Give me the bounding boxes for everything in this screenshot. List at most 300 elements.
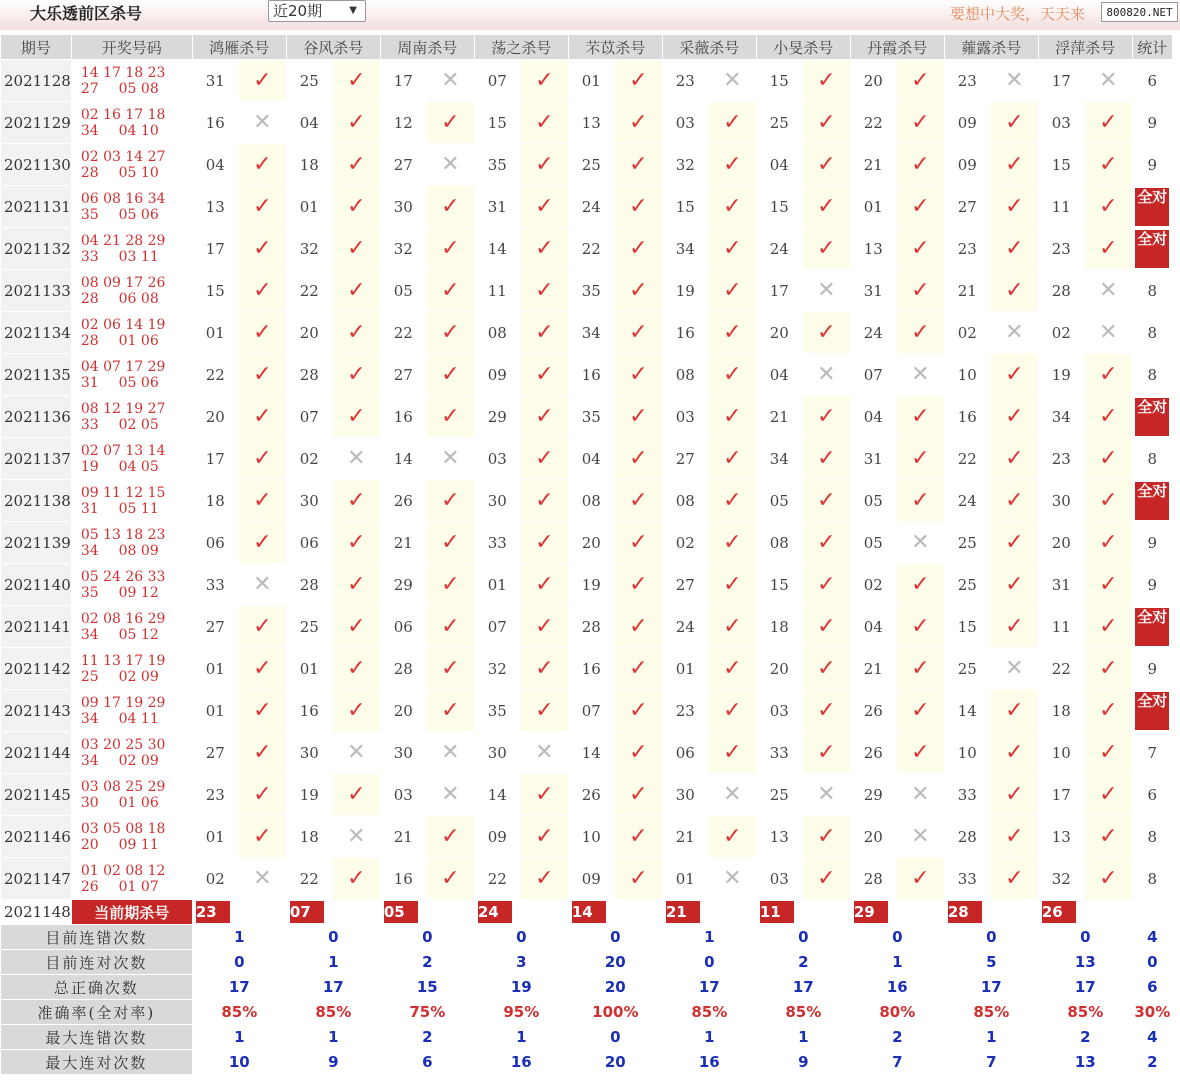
kill-number: 20 — [192, 396, 238, 438]
check-icon: ✓ — [332, 354, 380, 396]
kill-number: 09 — [474, 354, 520, 396]
kill-number: 28 — [286, 354, 332, 396]
draw-front-last: 28 — [80, 332, 99, 349]
check-icon: ✓ — [426, 102, 474, 144]
issue-number: 2021140 — [1, 564, 72, 606]
page-title: 大乐透前区杀号 — [30, 4, 143, 23]
all-correct-badge: 全对 — [1135, 398, 1169, 436]
table-row — [1, 606, 1173, 648]
stat-value: 17 — [756, 975, 850, 1000]
kill-number: 21 — [850, 648, 896, 690]
check-icon: ✓ — [238, 606, 286, 648]
draw-numbers — [71, 522, 192, 564]
kill-number: 06 — [286, 522, 332, 564]
kill-number: 01 — [662, 648, 708, 690]
kill-number: 31 — [474, 186, 520, 228]
draw-front-last: 31 — [80, 500, 99, 517]
kill-number: 21 — [380, 522, 426, 564]
stat-value: 1 — [286, 950, 380, 975]
stat-value: 80% — [850, 1000, 944, 1025]
kill-number: 22 — [944, 438, 990, 480]
check-icon: ✓ — [990, 102, 1038, 144]
kill-number: 02 — [286, 438, 332, 480]
kill-number: 03 — [756, 858, 802, 900]
draw-second-line — [72, 501, 192, 517]
current-kill-number: 14 — [572, 901, 606, 923]
stat-value: 2 — [380, 1025, 474, 1050]
kill-number: 15 — [474, 102, 520, 144]
check-icon: ✓ — [332, 270, 380, 312]
check-icon: ✓ — [990, 438, 1038, 480]
kill-number: 16 — [568, 354, 614, 396]
kill-number: 33 — [944, 858, 990, 900]
issue-number: 2021130 — [1, 144, 72, 186]
stat-total: 6 — [1132, 975, 1172, 1000]
draw-front-line: 03 20 25 30 — [80, 736, 166, 753]
kill-number: 27 — [662, 564, 708, 606]
stat-value: 0 — [568, 1025, 662, 1050]
draw-second-line — [72, 459, 192, 475]
draw-back: 05 08 — [118, 80, 159, 97]
kill-number: 20 — [756, 648, 802, 690]
draw-second-line — [72, 753, 192, 769]
cross-icon: ✕ — [426, 144, 474, 186]
check-icon: ✓ — [238, 816, 286, 858]
check-icon: ✓ — [1084, 606, 1132, 648]
table-row — [1, 858, 1173, 900]
kill-number: 27 — [192, 606, 238, 648]
row-stat: 8 — [1132, 312, 1172, 354]
check-icon: ✓ — [520, 228, 568, 270]
kill-number-table — [0, 34, 1173, 1075]
kill-number: 22 — [286, 270, 332, 312]
issue-number: 2021128 — [1, 60, 72, 102]
check-icon: ✓ — [1084, 228, 1132, 270]
draw-front-line: 14 17 18 23 — [80, 64, 166, 81]
kill-number: 10 — [1038, 732, 1084, 774]
check-icon: ✓ — [1084, 690, 1132, 732]
kill-number: 25 — [286, 606, 332, 648]
check-icon: ✓ — [332, 396, 380, 438]
kill-number: 19 — [568, 564, 614, 606]
draw-front-last: 34 — [80, 710, 99, 727]
check-icon: ✓ — [614, 774, 662, 816]
stat-value: 0 — [850, 925, 944, 950]
stat-value: 17 — [944, 975, 1038, 1000]
check-icon: ✓ — [614, 144, 662, 186]
kill-number: 06 — [380, 606, 426, 648]
kill-number: 27 — [944, 186, 990, 228]
row-stat — [1132, 396, 1172, 438]
stat-value: 13 — [1038, 950, 1132, 975]
check-icon: ✓ — [426, 312, 474, 354]
draw-back: 02 09 — [118, 752, 159, 769]
current-kill-number: 28 — [948, 901, 982, 923]
draw-numbers — [71, 564, 192, 606]
check-icon: ✓ — [896, 396, 944, 438]
check-icon: ✓ — [802, 816, 850, 858]
table-row — [1, 438, 1173, 480]
check-icon: ✓ — [614, 102, 662, 144]
kill-number: 05 — [850, 480, 896, 522]
draw-second-line — [72, 81, 192, 97]
check-icon: ✓ — [1084, 816, 1132, 858]
draw-front-line: 03 05 08 18 — [80, 820, 166, 837]
draw-back: 08 09 — [118, 542, 159, 559]
kill-number: 02 — [662, 522, 708, 564]
draw-back: 06 08 — [118, 290, 159, 307]
check-icon: ✓ — [990, 732, 1038, 774]
stat-label: 最大连错次数 — [1, 1025, 193, 1050]
check-icon: ✓ — [426, 816, 474, 858]
issue-number: 2021137 — [1, 438, 72, 480]
kill-number: 06 — [192, 522, 238, 564]
draw-front-line: 04 21 28 29 — [80, 232, 166, 249]
check-icon: ✓ — [802, 102, 850, 144]
stat-value: 17 — [192, 975, 286, 1000]
kill-number: 09 — [568, 858, 614, 900]
kill-number: 20 — [1038, 522, 1084, 564]
cross-icon: ✕ — [708, 858, 756, 900]
brand-badge[interactable]: 800820.NET — [1101, 2, 1178, 22]
draw-back: 04 05 — [118, 458, 159, 475]
kill-number: 25 — [944, 648, 990, 690]
draw-second-line — [72, 375, 192, 391]
check-icon: ✓ — [896, 690, 944, 732]
kill-number: 15 — [192, 270, 238, 312]
check-icon: ✓ — [802, 564, 850, 606]
check-icon: ✓ — [426, 648, 474, 690]
column-header: 小旻杀号 — [756, 35, 850, 60]
kill-number: 22 — [474, 858, 520, 900]
kill-number: 13 — [1038, 816, 1084, 858]
stat-row — [1, 1025, 1173, 1050]
draw-back: 05 12 — [118, 626, 159, 643]
stat-value: 1 — [662, 1025, 756, 1050]
check-icon: ✓ — [520, 774, 568, 816]
check-icon: ✓ — [990, 354, 1038, 396]
check-icon: ✓ — [896, 858, 944, 900]
kill-number: 35 — [568, 270, 614, 312]
kill-number: 18 — [1038, 690, 1084, 732]
check-icon: ✓ — [238, 228, 286, 270]
stat-total: 4 — [1132, 925, 1172, 950]
draw-front-last: 28 — [80, 164, 99, 181]
period-select-value: 近20期 — [273, 2, 323, 20]
kill-number: 03 — [662, 102, 708, 144]
kill-number: 29 — [380, 564, 426, 606]
check-icon: ✓ — [426, 186, 474, 228]
kill-number: 16 — [944, 396, 990, 438]
stat-value: 1 — [662, 925, 756, 950]
draw-front-last: 31 — [80, 374, 99, 391]
kill-number: 17 — [192, 438, 238, 480]
top-bar — [0, 0, 1180, 30]
stat-value: 85% — [944, 1000, 1038, 1025]
kill-number: 02 — [192, 858, 238, 900]
check-icon: ✓ — [896, 438, 944, 480]
stat-label: 最大连对次数 — [1, 1050, 193, 1075]
check-icon: ✓ — [990, 606, 1038, 648]
kill-number: 05 — [380, 270, 426, 312]
stat-value: 13 — [1038, 1050, 1132, 1075]
kill-number: 22 — [380, 312, 426, 354]
stat-value: 1 — [474, 1025, 568, 1050]
kill-number: 03 — [662, 396, 708, 438]
cross-icon: ✕ — [708, 60, 756, 102]
stat-value: 0 — [568, 925, 662, 950]
kill-number: 23 — [944, 228, 990, 270]
all-correct-badge: 全对 — [1135, 608, 1169, 646]
draw-back: 05 06 — [118, 374, 159, 391]
check-icon: ✓ — [426, 564, 474, 606]
check-icon: ✓ — [708, 606, 756, 648]
kill-number: 20 — [286, 312, 332, 354]
kill-number: 28 — [1038, 270, 1084, 312]
check-icon: ✓ — [238, 480, 286, 522]
issue-number: 2021134 — [1, 312, 72, 354]
check-icon: ✓ — [1084, 522, 1132, 564]
draw-numbers — [71, 228, 192, 270]
kill-number: 17 — [380, 60, 426, 102]
check-icon: ✓ — [426, 228, 474, 270]
current-kill-cell — [568, 900, 662, 925]
stat-value: 5 — [944, 950, 1038, 975]
check-icon: ✓ — [614, 396, 662, 438]
check-icon: ✓ — [520, 816, 568, 858]
check-icon: ✓ — [332, 774, 380, 816]
table-header — [1, 35, 1173, 60]
check-icon: ✓ — [1084, 480, 1132, 522]
row-stat: 6 — [1132, 60, 1172, 102]
row-stat: 9 — [1132, 102, 1172, 144]
check-icon: ✓ — [520, 564, 568, 606]
kill-number: 09 — [474, 816, 520, 858]
cross-icon: ✕ — [990, 648, 1038, 690]
check-icon: ✓ — [426, 354, 474, 396]
check-icon: ✓ — [238, 648, 286, 690]
kill-number: 13 — [850, 228, 896, 270]
kill-number: 15 — [756, 186, 802, 228]
row-stat: 9 — [1132, 522, 1172, 564]
kill-number: 17 — [756, 270, 802, 312]
table-row — [1, 480, 1173, 522]
kill-number: 30 — [1038, 480, 1084, 522]
stat-value: 2 — [756, 950, 850, 975]
stat-value: 15 — [380, 975, 474, 1000]
check-icon: ✓ — [426, 480, 474, 522]
kill-number: 02 — [944, 312, 990, 354]
kill-number: 30 — [662, 774, 708, 816]
draw-numbers — [71, 606, 192, 648]
check-icon: ✓ — [802, 144, 850, 186]
draw-second-line — [72, 795, 192, 811]
check-icon: ✓ — [1084, 102, 1132, 144]
kill-number: 07 — [850, 354, 896, 396]
kill-number: 26 — [380, 480, 426, 522]
check-icon: ✓ — [520, 522, 568, 564]
kill-number: 03 — [474, 438, 520, 480]
check-icon: ✓ — [614, 690, 662, 732]
kill-number: 33 — [474, 522, 520, 564]
kill-number: 34 — [568, 312, 614, 354]
kill-number: 01 — [662, 858, 708, 900]
kill-number: 33 — [756, 732, 802, 774]
kill-number: 08 — [474, 312, 520, 354]
check-icon: ✓ — [802, 480, 850, 522]
kill-number: 04 — [568, 438, 614, 480]
stat-value: 3 — [474, 950, 568, 975]
check-icon: ✓ — [332, 312, 380, 354]
check-icon: ✓ — [238, 396, 286, 438]
stat-value: 2 — [850, 1025, 944, 1050]
check-icon: ✓ — [708, 564, 756, 606]
kill-number: 04 — [850, 606, 896, 648]
row-stat: 9 — [1132, 144, 1172, 186]
row-stat: 8 — [1132, 438, 1172, 480]
kill-number: 25 — [568, 144, 614, 186]
issue-number: 2021135 — [1, 354, 72, 396]
kill-number: 32 — [380, 228, 426, 270]
draw-numbers — [71, 690, 192, 732]
period-select[interactable] — [268, 0, 366, 22]
draw-back: 05 10 — [118, 164, 159, 181]
check-icon: ✓ — [426, 270, 474, 312]
kill-number: 25 — [944, 564, 990, 606]
cross-icon: ✕ — [238, 102, 286, 144]
draw-numbers — [71, 102, 192, 144]
kill-number: 07 — [568, 690, 614, 732]
check-icon: ✓ — [238, 522, 286, 564]
check-icon: ✓ — [990, 690, 1038, 732]
stat-row — [1, 1050, 1173, 1075]
check-icon: ✓ — [332, 858, 380, 900]
column-header: 鸿雁杀号 — [192, 35, 286, 60]
cross-icon: ✕ — [802, 774, 850, 816]
check-icon: ✓ — [990, 270, 1038, 312]
current-kill-cell — [944, 900, 1038, 925]
kill-number: 16 — [380, 396, 426, 438]
draw-front-last: 28 — [80, 290, 99, 307]
cross-icon: ✕ — [708, 774, 756, 816]
kill-number: 04 — [850, 396, 896, 438]
kill-number: 20 — [380, 690, 426, 732]
check-icon: ✓ — [238, 732, 286, 774]
kill-number: 11 — [1038, 606, 1084, 648]
cross-icon: ✕ — [896, 774, 944, 816]
check-icon: ✓ — [332, 480, 380, 522]
cross-icon: ✕ — [520, 732, 568, 774]
kill-number: 32 — [286, 228, 332, 270]
cross-icon: ✕ — [426, 60, 474, 102]
stat-row — [1, 950, 1173, 975]
check-icon: ✓ — [802, 648, 850, 690]
kill-number: 09 — [944, 102, 990, 144]
check-icon: ✓ — [1084, 186, 1132, 228]
check-icon: ✓ — [1084, 144, 1132, 186]
stat-value: 95% — [474, 1000, 568, 1025]
kill-number: 13 — [756, 816, 802, 858]
all-correct-badge: 全对 — [1135, 482, 1169, 520]
kill-number: 02 — [850, 564, 896, 606]
check-icon: ✓ — [990, 858, 1038, 900]
check-icon: ✓ — [614, 60, 662, 102]
kill-number: 25 — [756, 102, 802, 144]
check-icon: ✓ — [614, 816, 662, 858]
kill-number: 08 — [756, 522, 802, 564]
stat-label: 总正确次数 — [1, 975, 193, 1000]
check-icon: ✓ — [1084, 648, 1132, 690]
cross-icon: ✕ — [238, 564, 286, 606]
kill-number: 16 — [662, 312, 708, 354]
check-icon: ✓ — [426, 606, 474, 648]
check-icon: ✓ — [614, 606, 662, 648]
row-stat: 9 — [1132, 648, 1172, 690]
table-row — [1, 312, 1173, 354]
draw-back: 05 11 — [118, 500, 159, 517]
current-stat-empty — [1132, 900, 1172, 925]
current-kill-cell — [662, 900, 756, 925]
kill-number: 15 — [756, 60, 802, 102]
draw-front-last: 34 — [80, 542, 99, 559]
draw-front-line: 06 08 16 34 — [80, 190, 166, 207]
draw-back: 03 11 — [118, 248, 159, 265]
issue-number: 2021138 — [1, 480, 72, 522]
current-kill-cell — [474, 900, 568, 925]
kill-number: 23 — [1038, 228, 1084, 270]
table-row — [1, 690, 1173, 732]
current-kill-number: 29 — [854, 901, 888, 923]
kill-number: 24 — [944, 480, 990, 522]
check-icon: ✓ — [896, 228, 944, 270]
kill-number: 26 — [850, 732, 896, 774]
stat-value: 0 — [286, 925, 380, 950]
check-icon: ✓ — [802, 438, 850, 480]
check-icon: ✓ — [802, 858, 850, 900]
check-icon: ✓ — [802, 690, 850, 732]
check-icon: ✓ — [614, 312, 662, 354]
check-icon: ✓ — [614, 522, 662, 564]
all-correct-badge: 全对 — [1135, 692, 1169, 730]
draw-front-last: 33 — [80, 416, 99, 433]
table-row — [1, 354, 1173, 396]
check-icon: ✓ — [614, 438, 662, 480]
kill-number: 06 — [662, 732, 708, 774]
check-icon: ✓ — [614, 270, 662, 312]
kill-number: 08 — [662, 480, 708, 522]
stat-value: 7 — [944, 1050, 1038, 1075]
table-row — [1, 816, 1173, 858]
stat-value: 0 — [756, 925, 850, 950]
row-stat: 8 — [1132, 270, 1172, 312]
draw-numbers — [71, 732, 192, 774]
stat-value: 17 — [1038, 975, 1132, 1000]
column-header: 荡之杀号 — [474, 35, 568, 60]
kill-number: 10 — [944, 354, 990, 396]
check-icon: ✓ — [520, 690, 568, 732]
row-stat: 8 — [1132, 354, 1172, 396]
table-row — [1, 228, 1173, 270]
draw-front-last: 20 — [80, 836, 99, 853]
draw-front-line: 03 08 25 29 — [80, 778, 166, 795]
cross-icon: ✕ — [896, 354, 944, 396]
kill-number: 33 — [944, 774, 990, 816]
cross-icon: ✕ — [238, 858, 286, 900]
kill-number: 22 — [1038, 648, 1084, 690]
check-icon: ✓ — [332, 228, 380, 270]
check-icon: ✓ — [802, 396, 850, 438]
check-icon: ✓ — [896, 312, 944, 354]
